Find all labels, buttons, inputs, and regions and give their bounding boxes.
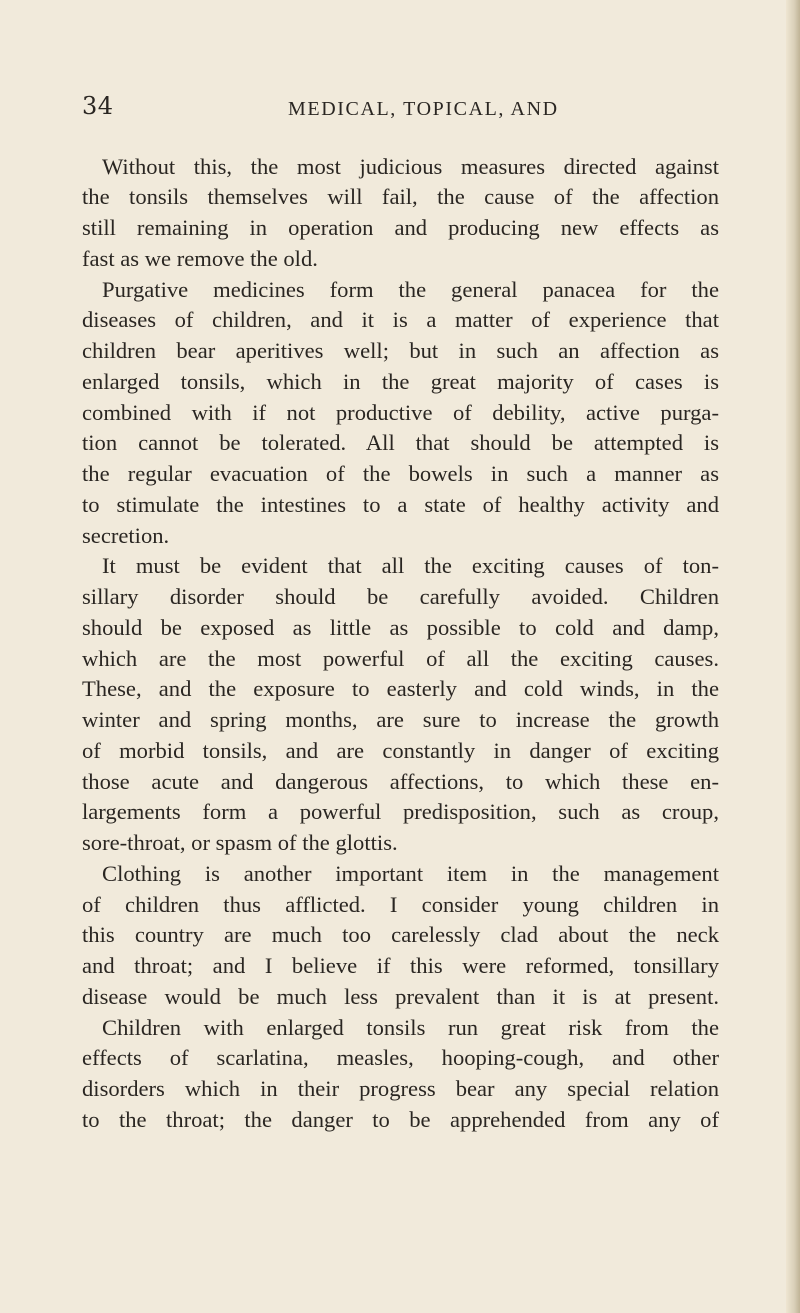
page-header [0,92,800,132]
page-number: 34 [82,92,114,120]
running-head: MEDICAL, TOPICAL, AND [288,98,559,120]
text-line: winter and spring months, are sure to increase the growth [82,707,719,732]
text-line: enlarged tonsils, which in the great majority of cases is [82,369,719,394]
text-line: of morbid tonsils, and are constantly in danger of exciting [82,738,719,763]
text-line: fast as we remove the old. [82,246,318,271]
text-line: These, and the exposure to easterly and cold winds, in the [82,676,719,701]
text-line: children bear aperitives well; but in such an affection as [82,338,719,363]
text-line: of children thus afflicted. I consider young children in [82,892,719,917]
text-line: Clothing is another important item in the management [102,861,719,886]
text-line: Purgative medicines form the general panacea for the [102,277,719,302]
text-line: and throat; and I believe if this were reformed, tonsillary [82,953,719,978]
text-line: this country are much too carelessly clad about the neck [82,922,719,947]
text-line: tion cannot be tolerated. All that should be attempted is [82,430,719,455]
text-line: disease would be much less prevalent than it is at present. [82,984,719,1009]
text-line: which are the most powerful of all the exciting causes. [82,646,719,671]
text-line: sillary disorder should be carefully avoided. Children [82,584,719,609]
text-line: It must be evident that all the exciting causes of ton- [102,553,719,578]
text-line: to the throat; the danger to be apprehended from any of [82,1107,719,1132]
text-line: should be exposed as little as possible to cold and damp, [82,615,719,640]
text-line: diseases of children, and it is a matter of experience that [82,307,719,332]
text-line: sore-throat, or spasm of the glottis. [82,830,398,855]
text-line: those acute and dangerous affections, to which these en- [82,769,719,794]
text-line: largements form a powerful predisposition, such as croup, [82,799,719,824]
text-line: combined with if not productive of debility, active purga- [82,400,719,425]
text-line: the tonsils themselves will fail, the cause of the affection [82,184,719,209]
text-line: effects of scarlatina, measles, hooping-cough, and other [82,1045,719,1070]
text-line: Children with enlarged tonsils run great risk from the [102,1015,719,1040]
text-line: secretion. [82,523,170,548]
text-line: still remaining in operation and producing new effects as [82,215,719,240]
text-line: Without this, the most judicious measures directed against [102,154,719,179]
text-line: disorders which in their progress bear any special relation [82,1076,719,1101]
text-line: to stimulate the intestines to a state of healthy activity and [82,492,719,517]
text-line: the regular evacuation of the bowels in such a manner as [82,461,719,486]
page-edge [786,0,800,1313]
